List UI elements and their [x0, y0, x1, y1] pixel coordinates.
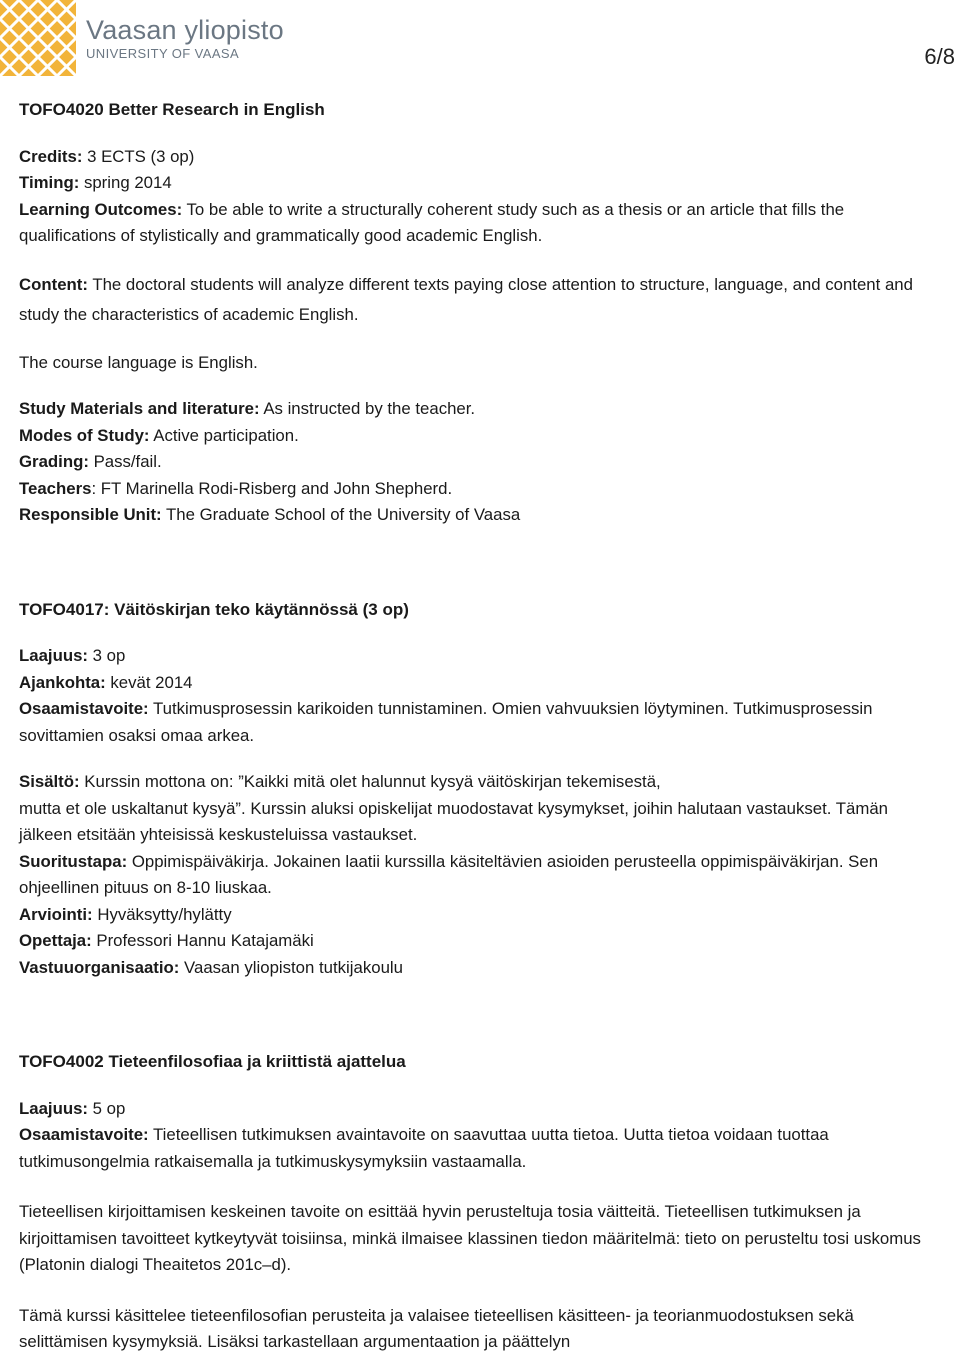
content-line — [19, 270, 944, 330]
opettaja-label: Opettaja: — [19, 931, 92, 950]
course-title-tofo4020: TOFO4020 Better Research in English — [19, 100, 325, 119]
laajuus-line — [19, 643, 944, 670]
paragraph-knowledge: Tieteellisen kirjoittamisen keskeinen tavoite on esittää hyvin perusteltuja tosia väitteitä. Tieteellisen tutkimuksen ja kirjoittamisen tavoitteet kytkeytyvät toisiinsa, minkä ilmaisee klassinen tiedon määritelmä: tieto on perusteltu tosi uskomus (Platonin dialogi Theaitetos 201c–d). — [19, 1202, 921, 1274]
sisalto-label: Sisältö: — [19, 772, 80, 791]
osaamistavoite-label-2: Osaamistavoite: — [19, 1125, 149, 1144]
sisalto-continuation: mutta et ole uskaltanut kysyä”. Kurssin aluksi opiskelijat muodostavat kysymykset, joihin halutaan vastaukset. Tämän jälkeen etsitään yhteisissä keskusteluissa vastaukset. — [19, 798, 888, 844]
modes-value: Active participation. — [149, 425, 299, 445]
arviointi-value: Hyväksytty/hylätty — [92, 904, 232, 924]
osaamistavoite-line-2 — [19, 1122, 944, 1175]
outcomes-line — [19, 197, 944, 250]
grading-value: Pass/fail. — [88, 452, 162, 471]
suoritustapa-line — [19, 849, 944, 902]
ajankohta-line — [19, 670, 944, 697]
university-logo — [0, 0, 284, 76]
logo-lattice-icon — [0, 0, 76, 76]
outcomes-value: To be able to write a structurally coherent study such as a thesis or an article that fills the qualifications of stylistically and grammatically good academic English. — [19, 199, 845, 245]
osaamistavoite-label: Osaamistavoite: — [19, 699, 149, 718]
course-title-tofo4002: TOFO4002 Tieteenfilosofiaa ja kriittistä ajattelua — [19, 1052, 406, 1071]
modes-line — [19, 423, 944, 450]
credits-value: 3 ECTS (3 op) — [82, 146, 195, 166]
laajuus-label-2: Laajuus: — [19, 1098, 89, 1118]
unit-label: Responsible Unit: — [19, 505, 162, 524]
content-value: The doctoral students will analyze different texts paying close attention to structure, language, and content and study the characteristics of academic English. — [19, 274, 913, 324]
grading-line — [19, 449, 944, 476]
osaamistavoite-line — [19, 696, 944, 749]
laajuus-line-2 — [19, 1096, 944, 1123]
materials-value: As instructed by the teacher. — [259, 399, 476, 418]
teachers-line — [19, 476, 944, 503]
vastuu-label: Vastuuorganisaatio: — [19, 957, 180, 977]
logo-name: Vaasan yliopisto — [86, 15, 284, 45]
timing-line — [19, 170, 944, 197]
suoritustapa-value: Oppimispäiväkirja. Jokainen laatii kurssilla käsiteltävien asioiden perusteella oppimispäiväkirjan. Sen ohjeellinen pituus on 8-10 liuskaa. — [19, 851, 879, 897]
arviointi-label: Arviointi: — [19, 904, 93, 924]
laajuus-value: 3 op — [88, 646, 126, 665]
ajankohta-label: Ajankohta: — [19, 672, 106, 692]
suoritustapa-label: Suoritustapa: — [19, 851, 128, 871]
teachers-label: Teachers — [19, 478, 92, 498]
modes-label: Modes of Study: — [19, 425, 150, 445]
osaamistavoite-value-2: Tieteellisen tutkimuksen avaintavoite on saavuttaa uutta tietoa. Uutta tietoa voidaan tuottaa tutkimusongelmia ratkaisemalla ja tutkimuskysymyksiin vastaamalla. — [19, 1125, 829, 1171]
arviointi-line — [19, 902, 944, 929]
outcomes-label: Learning Outcomes: — [19, 199, 183, 219]
language-line: The course language is English. — [19, 352, 258, 372]
page-number: 6/8 — [924, 44, 955, 69]
opettaja-value: Professori Hannu Katajamäki — [91, 931, 314, 950]
osaamistavoite-value: Tutkimusprosessin karikoiden tunnistaminen. Omien vahvuuksien löytyminen. Tutkimusprosessin sovittamien osaksi omaa arkea. — [19, 699, 873, 745]
logo-subtitle: UNIVERSITY OF VAASA — [86, 46, 240, 61]
materials-line — [19, 396, 944, 423]
unit-line — [19, 502, 944, 529]
paragraph-course-scope: Tämä kurssi käsittelee tieteenfilosofian perusteita ja valaisee tieteellisen käsitteen- ja teorianmuodostuksen sekä selittämisen kysymyksiä. Lisäksi tarkastellaan argumentaation ja päättelyn — [19, 1305, 854, 1351]
unit-value: The Graduate School of the University of Vaasa — [161, 505, 521, 524]
vastuu-line — [19, 955, 944, 982]
sisalto-value: Kurssin mottona on: ”Kaikki mitä olet halunnut kysyä väitöskirjan tekemisestä, — [79, 772, 661, 791]
document-body — [19, 97, 944, 1356]
timing-value: spring 2014 — [79, 173, 172, 192]
materials-label: Study Materials and literature: — [19, 399, 260, 418]
content-label: Content: — [19, 274, 88, 294]
teachers-value: : FT Marinella Rodi-Risberg and John Shepherd. — [91, 478, 453, 498]
sisalto-line — [19, 769, 944, 849]
credits-line — [19, 144, 944, 171]
grading-label: Grading: — [19, 452, 89, 471]
timing-label: Timing: — [19, 173, 80, 192]
vastuu-value: Vaasan yliopiston tutkijakoulu — [179, 957, 403, 977]
laajuus-value-2: 5 op — [88, 1098, 126, 1118]
laajuus-label: Laajuus: — [19, 646, 89, 665]
opettaja-line — [19, 928, 944, 955]
credits-label: Credits: — [19, 146, 83, 166]
course-title-tofo4017: TOFO4017: Väitöskirjan teko käytännössä (3 op) — [19, 599, 409, 619]
ajankohta-value: kevät 2014 — [105, 672, 193, 692]
